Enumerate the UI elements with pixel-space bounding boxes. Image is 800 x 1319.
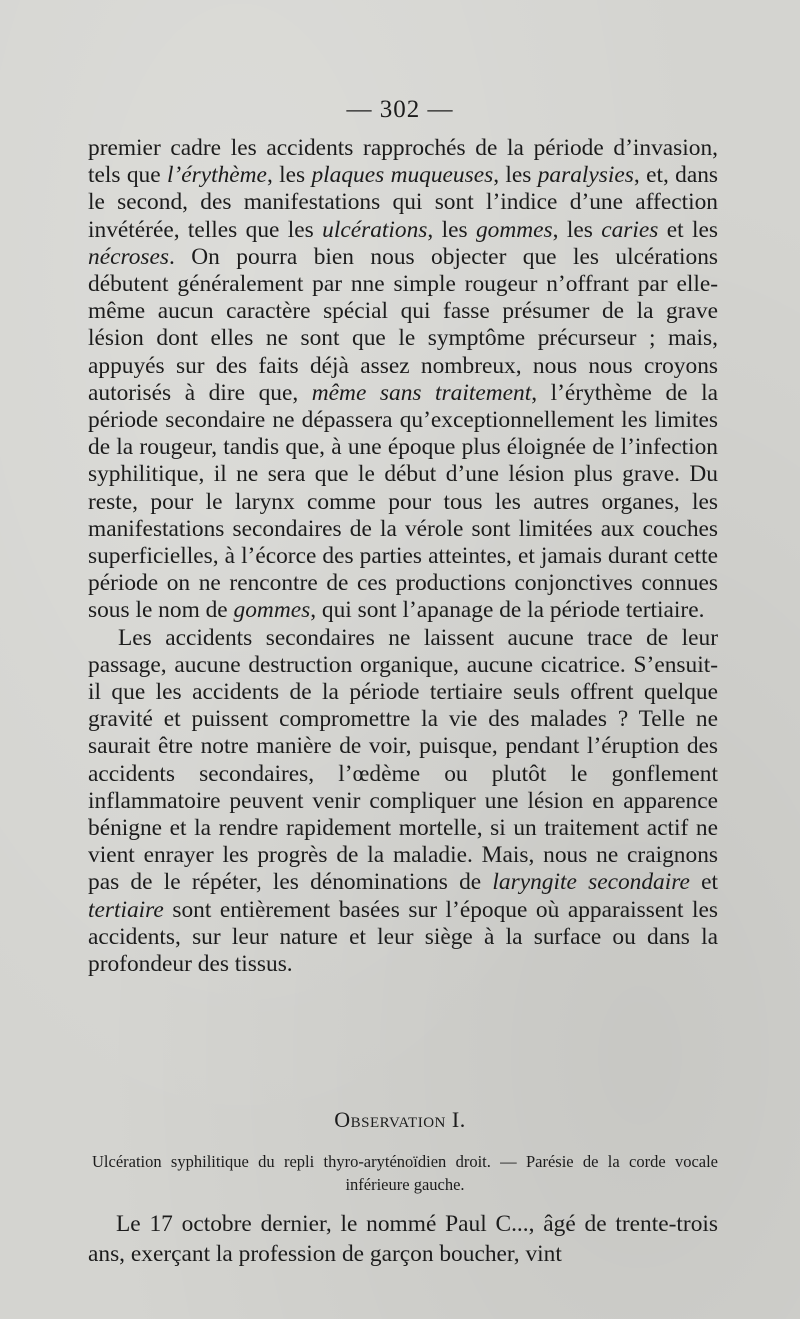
text-run: , l’érythème de la période secondaire ne dépassera qu’exceptionnellement les limites de la rougeur, tandis que, à une époque plus éloignée de l’infection syphilitique, il ne sera que le début d’une lésion plus grave. Du reste, pour le larynx comme pour tous les autres organes, les manifestations secondaires de la vérole sont limitées aux couches superficielles, à l’écorce des parties atteintes, et jamais durant cette période on ne rencontre de ces productions conjonctives connues sous le nom de	[88, 379, 719, 624]
italic-term: caries	[601, 216, 659, 243]
text-run: sont entièrement basées sur l’époque où apparaissent les accidents, sur leur nature et leur siège à la surface ou dans la profondeur des tissus.	[88, 896, 718, 978]
observation-heading-text: Observation I.	[334, 1107, 466, 1132]
italic-term: paralysies	[537, 162, 634, 189]
main-text	[88, 135, 718, 978]
text-run: premier cadre les accidents rapprochés de la période d’invasion, tels que	[88, 135, 718, 189]
text-run: et les	[658, 216, 719, 243]
italic-term: ulcérations	[322, 216, 428, 243]
text-run: et	[689, 869, 718, 896]
text-run: , les	[552, 216, 602, 243]
italic-term: tertiaire	[88, 896, 164, 923]
observation-subtitle-dash: —	[490, 1152, 526, 1171]
paragraph-1	[88, 135, 718, 625]
italic-term: gommes	[233, 597, 311, 624]
observation-text	[88, 1209, 718, 1269]
observation-subtitle-second: Parésie de la corde vocale inférieure gauche.	[345, 1152, 719, 1194]
page-number: — 302 —	[346, 96, 454, 123]
text-run: Les accidents secondaires ne laissent aucune trace de leur passage, aucune destruction organique, aucune cicatrice. S’ensuit-il que les accidents de la période tertiaire seuls offrent quelque gravité et puissent compromettre la vie des malades ? Telle ne saurait être notre manière de voir, puisque, pendant l’éruption des accidents secondaires, l’œdème ou plutôt le gonflement inflammatoire peuvent venir compliquer une lésion en apparence bénigne et la rendre rapidement mortelle, si un traitement actif ne vient enrayer les progrès de la maladie. Mais, nous ne craignons pas de le répéter, les dénominations de	[88, 624, 718, 896]
text-run: , qui sont l’apanage de la période tertiaire.	[310, 597, 705, 624]
italic-term: nécroses	[88, 243, 169, 270]
paragraph-3: Le 17 octobre dernier, le nommé Paul C..., âgé de trente-trois ans, exerçant la profession de garçon boucher, vint	[88, 1211, 718, 1267]
text-run: , les	[266, 162, 312, 189]
italic-term: même sans traitement	[311, 379, 532, 406]
italic-term: laryngite secondaire	[492, 869, 690, 896]
observation-heading	[0, 1107, 800, 1133]
paragraph-2	[88, 625, 718, 979]
text-run: , et, dans le second, des manifestations qui sont l’indice d’une affection invétérée, telles que les	[88, 162, 719, 243]
text-run: . On pourra bien nous objecter que les ulcérations débutent généralement par nne simple rougeur n’offrant par elle-même aucun caractère spécial qui fasse présumer de la grave lésion dont elles ne sont que le symptôme précurseur ; mais, appuyés sur des faits déjà assez nombreux, nous nous croyons autorisés à dire que,	[88, 243, 718, 406]
italic-term: l’érythème	[166, 162, 267, 189]
italic-term: gommes	[475, 216, 553, 243]
italic-term: plaques muqueuses	[311, 162, 494, 189]
observation-subtitle	[92, 1150, 718, 1196]
text-run: , les	[493, 162, 538, 189]
text-run: , les	[427, 216, 476, 243]
observation-subtitle-main: Ulcération syphilitique du repli thyro-aryténoïdien droit.	[92, 1152, 491, 1171]
